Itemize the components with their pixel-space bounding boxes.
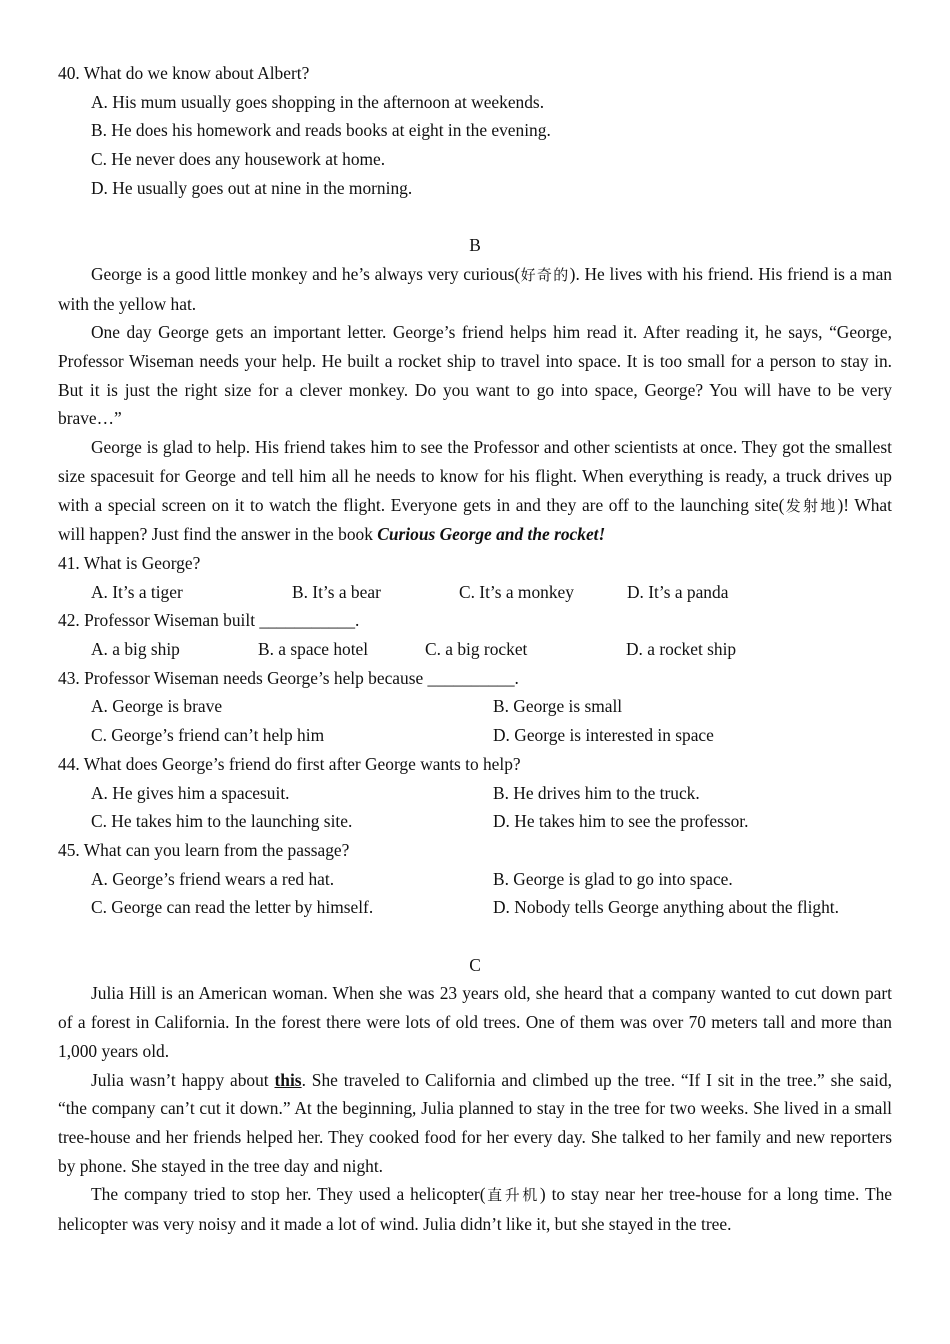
option-d: D. Nobody tells George anything about the flight. <box>493 897 839 918</box>
option-b: B. George is glad to go into space. <box>493 868 733 889</box>
question-45-options-row-2 <box>58 893 892 922</box>
option-d: D. He takes him to see the professor. <box>493 811 749 832</box>
underlined-word: this <box>274 1069 302 1090</box>
text-run: ) to stay near her tree-house for a long time. The helicopter was very noisy and it made a lot of wind. Julia didn’t like it, but she stayed in the tree. <box>58 1184 892 1235</box>
section-c-heading: C <box>469 954 481 975</box>
spacer <box>58 922 892 951</box>
question-42-stem: 42. Professor Wiseman built ___________. <box>58 610 360 631</box>
option-d: D. It’s a panda <box>627 581 729 602</box>
question-41-options <box>58 578 892 607</box>
document-page <box>58 59 892 1239</box>
question-44-options-row-1 <box>58 779 892 808</box>
text-run: Julia wasn’t happy about <box>91 1069 275 1090</box>
text-run: )! What will happen? Just find the answer in the book <box>58 494 892 545</box>
text-run: George is glad to help. His friend takes him to see the Professor and other scientists at once. They got the smallest size spacesuit for George and tell him all he needs to know for his flight. When everything is ready, a truck drives up with a special screen on it to watch the flight. Everyone gets in and they are off to the launching site( <box>58 437 892 515</box>
option-b: B. He drives him to the truck. <box>493 782 700 803</box>
text-run: ). He lives with his friend. His friend is a man with the yellow hat. <box>58 263 892 314</box>
option-a: A. He gives him a spacesuit. <box>91 782 290 803</box>
section-b-heading: B <box>469 235 481 256</box>
question-45-options-row-1 <box>58 865 892 894</box>
option-c: C. a big rocket <box>425 639 528 660</box>
option-c: C. It’s a monkey <box>459 581 574 602</box>
question-44-stem: 44. What does George’s friend do first after George wants to help? <box>58 753 521 774</box>
question-40-option-b: B. He does his homework and reads books at eight in the evening. <box>91 120 551 141</box>
option-a: A. George is brave <box>91 696 223 717</box>
question-45-stem: 45. What can you learn from the passage? <box>58 839 350 860</box>
chinese-gloss: 好奇的 <box>520 265 570 284</box>
section-c-paragraph-3 <box>58 1180 892 1238</box>
question-44-options-row-2 <box>58 807 892 836</box>
spacer <box>58 203 892 232</box>
section-b-paragraph-2: One day George gets an important letter. George’s friend helps him read it. After reading it, he says, “George, Professor Wiseman needs your help. He built a rocket ship to travel into space. It is too small for a person to stay in. But it is just the right size for a clever monkey. Do you want to go into space, George? You will have to be very brave…” <box>58 322 892 429</box>
section-c-paragraph-1: Julia Hill is an American woman. When she was 23 years old, she heard that a company wanted to cut down part of a forest in California. In the forest there were lots of old trees. One of them was over 70 meters tall and more than 1,000 years old. <box>58 983 892 1061</box>
question-40-option-c: C. He never does any housework at home. <box>91 149 386 170</box>
question-40-stem: 40. What do we know about Albert? <box>58 63 310 83</box>
option-b: B. a space hotel <box>258 639 369 660</box>
section-c-paragraph-2 <box>58 1066 892 1181</box>
option-d: D. George is interested in space <box>493 725 714 746</box>
question-40-option-d: D. He usually goes out at nine in the morning. <box>91 177 413 198</box>
book-title: Curious George and the rocket! <box>377 524 606 545</box>
option-b: B. George is small <box>493 696 623 717</box>
option-d: D. a rocket ship <box>626 639 737 660</box>
text-run: George is a good little monkey and he’s always very curious( <box>91 263 521 284</box>
section-b-paragraph-3 <box>58 433 892 549</box>
question-43-stem: 43. Professor Wiseman needs George’s help because __________. <box>58 667 519 688</box>
question-42-options <box>58 635 892 664</box>
section-b-paragraph-1 <box>58 260 892 318</box>
option-c: C. George can read the letter by himself. <box>91 897 374 918</box>
option-a: A. It’s a tiger <box>91 581 183 602</box>
option-a: A. a big ship <box>91 639 180 660</box>
option-c: C. He takes him to the launching site. <box>91 811 353 832</box>
option-b: B. It’s a bear <box>292 581 381 602</box>
option-c: C. George’s friend can’t help him <box>91 725 325 746</box>
question-41-stem: 41. What is George? <box>58 552 201 573</box>
chinese-gloss: 发射地 <box>784 496 838 515</box>
option-a: A. George’s friend wears a red hat. <box>91 868 335 889</box>
text-run: . She traveled to California and climbed up the tree. “If I sit in the tree.” she said, “the company can’t cut it down.” At the beginning, Julia planned to stay in the tree for two weeks. She lived in a small tree-house and her friends helped her. They cooked food for her every day. She talked to her family and new reporters by phone. She stayed in the tree day and night. <box>58 1069 892 1176</box>
question-40-option-a: A. His mum usually goes shopping in the afternoon at weekends. <box>91 91 545 112</box>
text-run: The company tried to stop her. They used a helicopter( <box>91 1184 486 1205</box>
question-43-options-row-2 <box>58 721 892 750</box>
chinese-gloss: 直升机 <box>485 1186 540 1205</box>
question-43-options-row-1 <box>58 692 892 721</box>
